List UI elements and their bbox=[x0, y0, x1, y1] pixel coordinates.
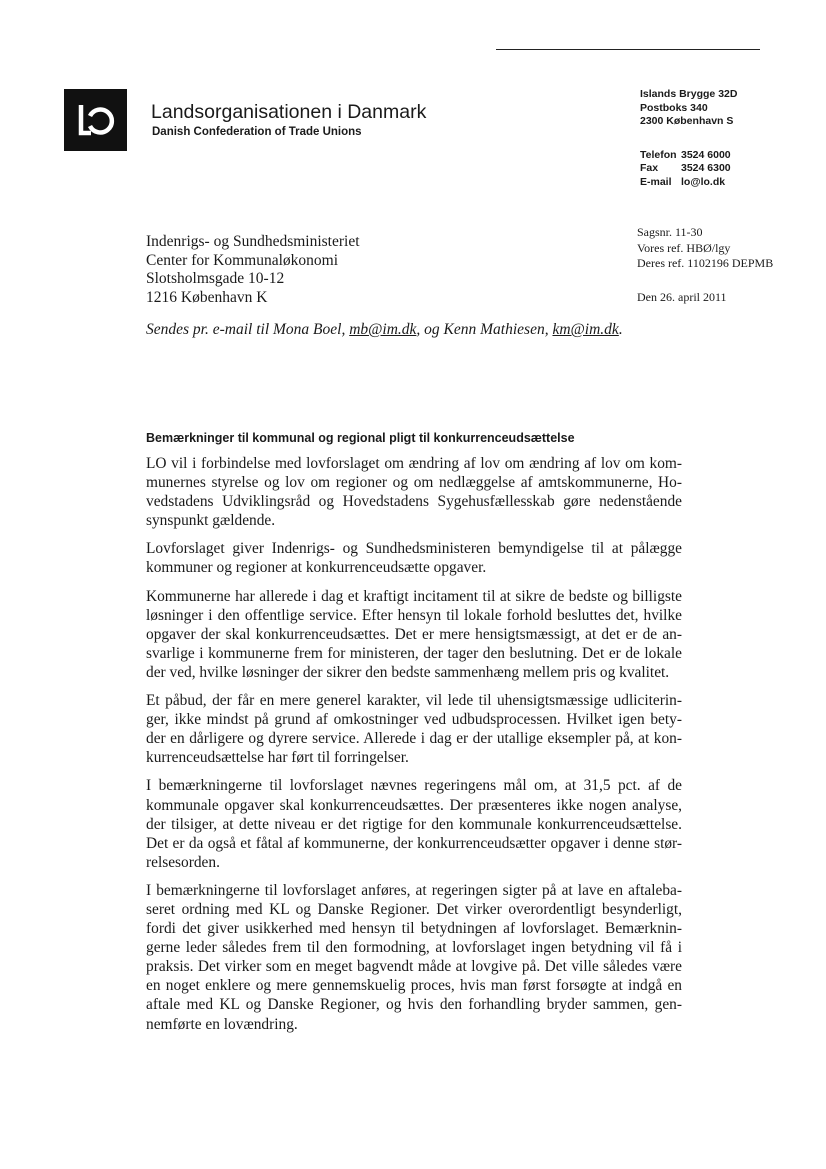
contact-pobox: Postboks 340 bbox=[640, 101, 708, 114]
email-link-mona[interactable]: mb@im.dk bbox=[349, 321, 417, 338]
body-paragraph bbox=[146, 691, 682, 767]
case-number: Sagsnr. 11-30 bbox=[637, 225, 703, 239]
top-rule bbox=[496, 49, 760, 50]
letter-subject: Bemærkninger til kommunal og regional pligt til konkurrenceudsættelse bbox=[146, 431, 575, 445]
paragraph-line: aftale med KL og Danske Regioner, og hvis den forhandling bryder sammen, gen- bbox=[146, 996, 682, 1014]
paragraph-line: gerne leder således frem til den formodning, at lovforslaget ingen betydning vil få i bbox=[146, 939, 682, 957]
paragraph-line: løsninger i den offentlige service. Efter hensyn til lokale forhold besluttes det, hvilke bbox=[146, 606, 682, 624]
paragraph-line: munernes styrelse og lov om regioner og om nedlæggelse af amtskommunerne, Ho- bbox=[146, 474, 682, 492]
fax-label: Fax bbox=[640, 162, 659, 174]
contact-city: 2300 København S bbox=[640, 115, 734, 127]
letter-date: Den 26. april 2011 bbox=[637, 290, 727, 304]
our-reference: Vores ref. HBØ/lgy bbox=[637, 240, 731, 255]
paragraph-line: kommuner og regioner at konkurrenceudsætte opgaver. bbox=[146, 559, 487, 577]
your-reference: Deres ref. 1102196 DEPMB bbox=[637, 256, 774, 270]
paragraph-line: Et påbud, der får en mere generel karakter, vil lede til uhensigtsmæssige udliciterin- bbox=[146, 692, 682, 710]
paragraph-line: I bemærkningerne til lovforslaget nævnes regeringens mål om, at 31,5 pct. af de bbox=[146, 777, 682, 795]
paragraph-line: LO vil i forbindelse med lovforslaget om ændring af lov om ændring af lov om kom- bbox=[146, 455, 682, 472]
paragraph-line: en noget enklere og mere gennemskuelig proces, hvis man først forsøgte at indgå en bbox=[146, 977, 682, 995]
recipient-line: Indenrigs- og Sundhedsministeriet bbox=[146, 233, 360, 250]
paragraph-line: der tilsiger, at dette niveau er det rigtige for den kommunale konkurrenceudsættelse. bbox=[146, 815, 682, 833]
body-paragraph bbox=[146, 454, 682, 530]
lo-logo-mark bbox=[64, 89, 127, 151]
paragraph-line: I bemærkningerne til lovforslaget anføres, at regeringen sigter på at lave en aftaleba- bbox=[146, 881, 682, 899]
lo-logo bbox=[64, 89, 127, 151]
paragraph-line: svarlige i kommunerne frem for ministeren, der tager den beslutning. Det er de lokale bbox=[146, 644, 682, 662]
paragraph-line: vedstadens Udviklingsråd og Hovedstadens Sygehusfællesskab gøre nedenstående bbox=[146, 493, 682, 511]
sent-to-line bbox=[146, 321, 623, 339]
paragraph-line: kommunale opgaver skal konkurrenceudsættes. Der præsenteres ikke nogen analyse, bbox=[146, 796, 682, 814]
paragraph-line: ger, ikke mindst på grund af omkostninger ved udbudsprocessen. Hvilket igen bety- bbox=[146, 711, 682, 729]
contact-fax bbox=[640, 162, 737, 176]
phone-label: Telefon bbox=[640, 148, 677, 161]
paragraph-line: der en dårligere og dyrere service. Allerede i dag er der utallige eksempler på, at kon- bbox=[146, 730, 682, 748]
paragraph-line: Lovforslaget giver Indenrigs- og Sundhedsministeren bemyndigelse til at pålægge bbox=[146, 540, 682, 558]
recipient-line: Slotsholmsgade 10-12 bbox=[146, 270, 285, 287]
body-paragraph bbox=[146, 539, 682, 577]
recipient-line: 1216 København K bbox=[146, 288, 268, 306]
sent-to-suffix: . bbox=[618, 321, 623, 338]
body-paragraph bbox=[146, 776, 682, 871]
paragraph-line: der ved, hvilke løsninger der sikrer den bedste sammenhæng mellem pris og kvalitet. bbox=[146, 663, 670, 681]
recipient-line: Center for Kommunaløkonomi bbox=[146, 251, 338, 269]
org-name: Landsorganisationen i Danmark bbox=[151, 101, 427, 123]
contact-street: Islands Brygge 32D bbox=[640, 88, 738, 100]
paragraph-line: kurrenceudsættelse har ført til forringelser. bbox=[146, 749, 409, 767]
reference-block bbox=[637, 225, 773, 272]
letter-body bbox=[146, 454, 682, 1043]
paragraph-line: praksis. Det virker som en meget bagvendt måde at lovgive på. Det ville således være bbox=[146, 958, 682, 976]
paragraph-line: nemførte en lovændring. bbox=[146, 1015, 298, 1033]
org-subtitle: Danish Confederation of Trade Unions bbox=[152, 126, 362, 138]
paragraph-line: synspunkt gældende. bbox=[146, 512, 276, 530]
sent-to-middle: , og Kenn Mathiesen, bbox=[416, 321, 553, 338]
recipient-address bbox=[146, 233, 360, 307]
contact-email bbox=[640, 176, 737, 190]
paragraph-line: Det er da også et fåtal af kommunerne, der konkurrenceudsætter opgaver i denne stør- bbox=[146, 834, 682, 852]
paragraph-line: fordi det giver usikkerhed med hensyn til betydningen af lovforslaget. Bemærknin- bbox=[146, 920, 682, 938]
paragraph-line: relsesorden. bbox=[146, 853, 220, 871]
email-link-kenn[interactable]: km@im.dk bbox=[552, 321, 619, 338]
sent-to-prefix: Sendes pr. e-mail til Mona Boel, bbox=[146, 321, 350, 338]
email-label: E-mail bbox=[640, 175, 672, 188]
paragraph-line: seret ordning med KL og Danske Regioner. Det virker overordentligt besynderligt, bbox=[146, 900, 682, 918]
contact-phone bbox=[640, 149, 737, 163]
phone-value: 3524 6000 bbox=[681, 148, 731, 161]
contact-block bbox=[640, 88, 737, 189]
fax-value: 3524 6300 bbox=[681, 162, 731, 174]
paragraph-line: Kommunerne har allerede i dag et kraftigt incitament til at sikre de bedste og billigste bbox=[146, 587, 682, 605]
paragraph-line: opgaver der skal konkurrenceudsættes. Det er mere hensigtsmæssigt, at det er de an- bbox=[146, 625, 682, 643]
body-paragraph bbox=[146, 587, 682, 682]
email-value: lo@lo.dk bbox=[681, 175, 726, 188]
body-paragraph bbox=[146, 881, 682, 1034]
